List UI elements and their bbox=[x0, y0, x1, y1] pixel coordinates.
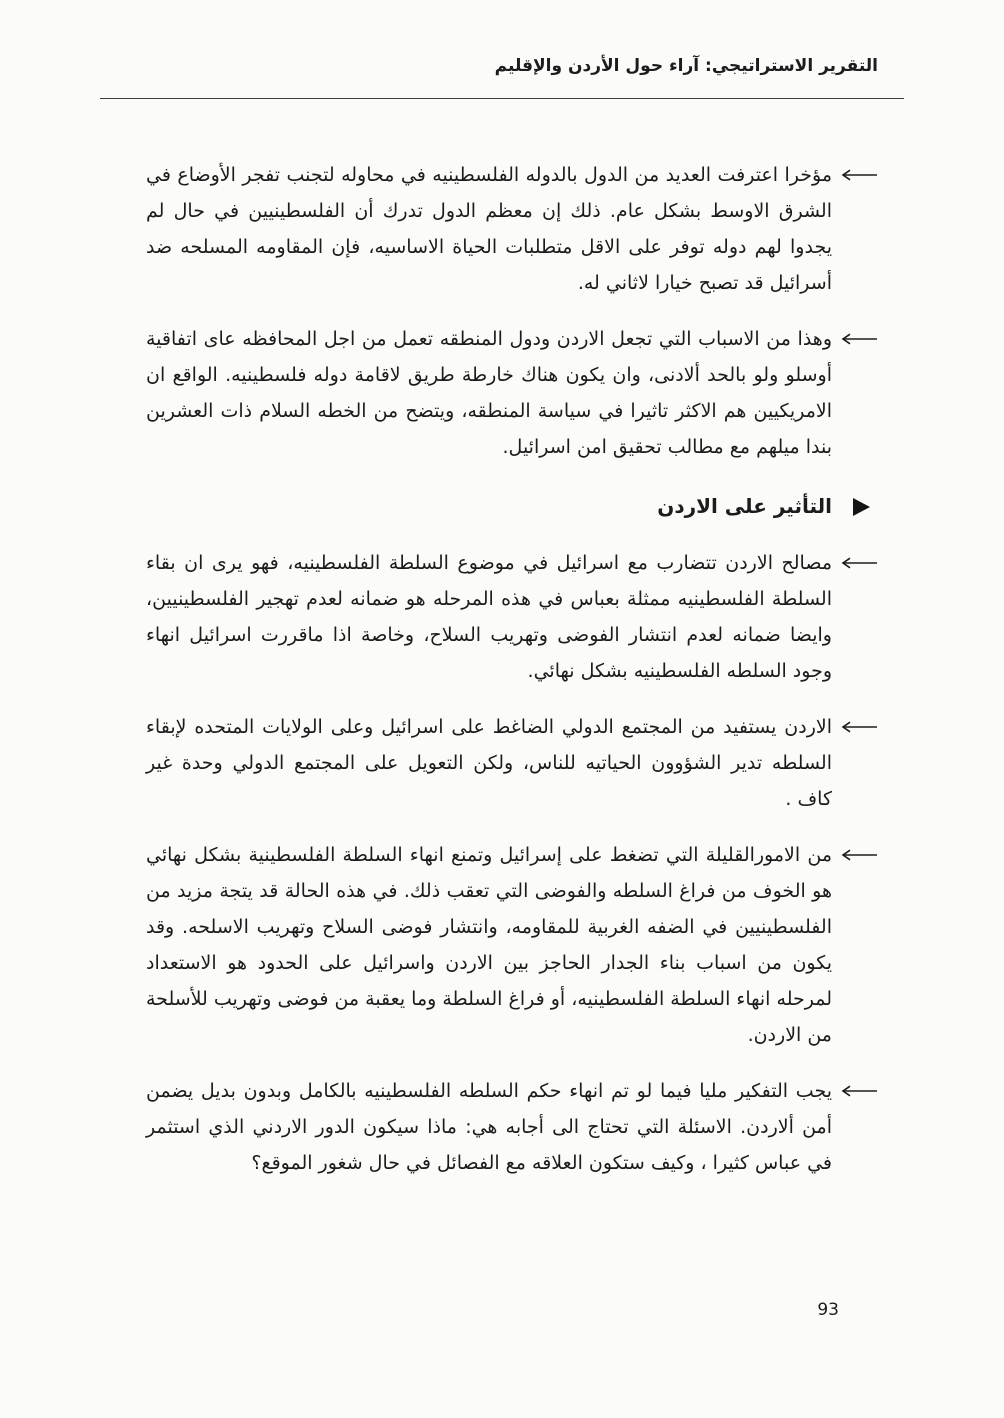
paragraph-text: مؤخرا اعترفت العديد من الدول بالدوله الفلسطينيه في محاوله لتجنب تفجر الأوضاع في الشرق الاوسط بشكل عام. ذلك إن معظم الدول تدرك أن الفلسطينيين في حال لم يجدوا لهم دوله توفر على الاقل متطلبات الحياة الاساسيه، فإن المقاومه المسلحه ضد أسرائيل قد تصبح خيارا لاثاني له. bbox=[146, 164, 832, 294]
bullet-paragraph bbox=[146, 157, 878, 301]
long-left-arrow-icon bbox=[840, 556, 878, 570]
bullet-paragraph bbox=[146, 321, 878, 465]
bullet-paragraph bbox=[146, 709, 878, 817]
paragraph-text: مصالح الاردن تتضارب مع اسرائيل في موضوع السلطة الفلسطينيه، فهو يرى ان بقاء السلطة الفلسطينيه ممثلة بعباس في هذه المرحله هو ضمانه لعدم تهجير الفلسطينيين، وايضا ضمانه لعدم انتشار الفوضى وتهريب السلاح، وخاصة اذا ماقررت اسرائيل انهاء وجود السلطه الفلسطينيه بشكل نهائي. bbox=[146, 552, 832, 682]
long-left-arrow-icon bbox=[840, 332, 878, 346]
bullet-paragraph bbox=[146, 545, 878, 689]
bullet-paragraph bbox=[146, 837, 878, 1053]
section-heading-text: التأثير على الاردن bbox=[657, 494, 832, 518]
page-number: 93 bbox=[817, 1300, 839, 1320]
paragraph-text: الاردن يستفيد من المجتمع الدولي الضاغط على اسرائيل وعلى الولايات المتحده لإبقاء السلطه تدير الشؤوون الحياتيه للناس، ولكن التعويل على المجتمع الدولي وحدة غير كاف . bbox=[146, 716, 832, 810]
long-left-arrow-icon bbox=[840, 720, 878, 734]
long-left-arrow-icon bbox=[840, 1084, 878, 1098]
long-left-arrow-icon bbox=[840, 848, 878, 862]
paragraph-text: وهذا من الاسباب التي تجعل الاردن ودول المنطقه تعمل من اجل المحافظه عاى اتفاقية أوسلو ولو بالحد ألادنى، وان يكون هناك خارطة طريق لاقامة دوله فلسطينيه. الواقع ان الامريكيين هم الاكثر تاثيرا في سياسة المنطقه، ويتضح من الخطه السلام ذات العشرين بندا ميلهم مع مطالب تحقيق امن اسرائيل. bbox=[146, 328, 832, 458]
section-heading bbox=[146, 491, 878, 521]
left-triangle-icon bbox=[853, 498, 870, 516]
bullet-paragraph bbox=[146, 1073, 878, 1181]
running-head-title: التقرير الاستراتيجي: آراء حول الأردن والإقليم bbox=[494, 56, 878, 76]
paragraph-text: من الامورالقليلة التي تضغط على إسرائيل وتمنع انهاء السلطة الفلسطينية بشكل نهائي هو الخوف من فراغ السلطه والفوضى التي تعقب ذلك. في هذه الحالة قد يتجة مزيد من الفلسطينيين في الضفه الغربية للمقاومه، وانتشار فوضى السلاح وتهريب الاسلحه. وقد يكون من اسباب بناء الجدار الحاجز بين الاردن واسرائيل على الحدود هو الاستعداد لمرحله انهاء السلطة الفلسطينيه، أو فراغ السلطة وما يعقبة من فوضى وتهريب للأسلحة من الاردن. bbox=[146, 844, 832, 1046]
paragraph-text: يجب التفكير مليا فيما لو تم انهاء حكم السلطه الفلسطينيه بالكامل وبدون بديل يضمن أمن ألاردن. الاسئلة التي تحتاج الى أجابه هي: ماذا سيكون الدور الاردني الذي استثمر في عباس كثيرا ، وكيف ستكون العلاقه مع الفصائل في حال شغور الموقع؟ bbox=[146, 1080, 832, 1174]
page-body bbox=[0, 99, 1004, 1181]
page-header bbox=[0, 0, 1004, 78]
long-left-arrow-icon bbox=[840, 168, 878, 182]
